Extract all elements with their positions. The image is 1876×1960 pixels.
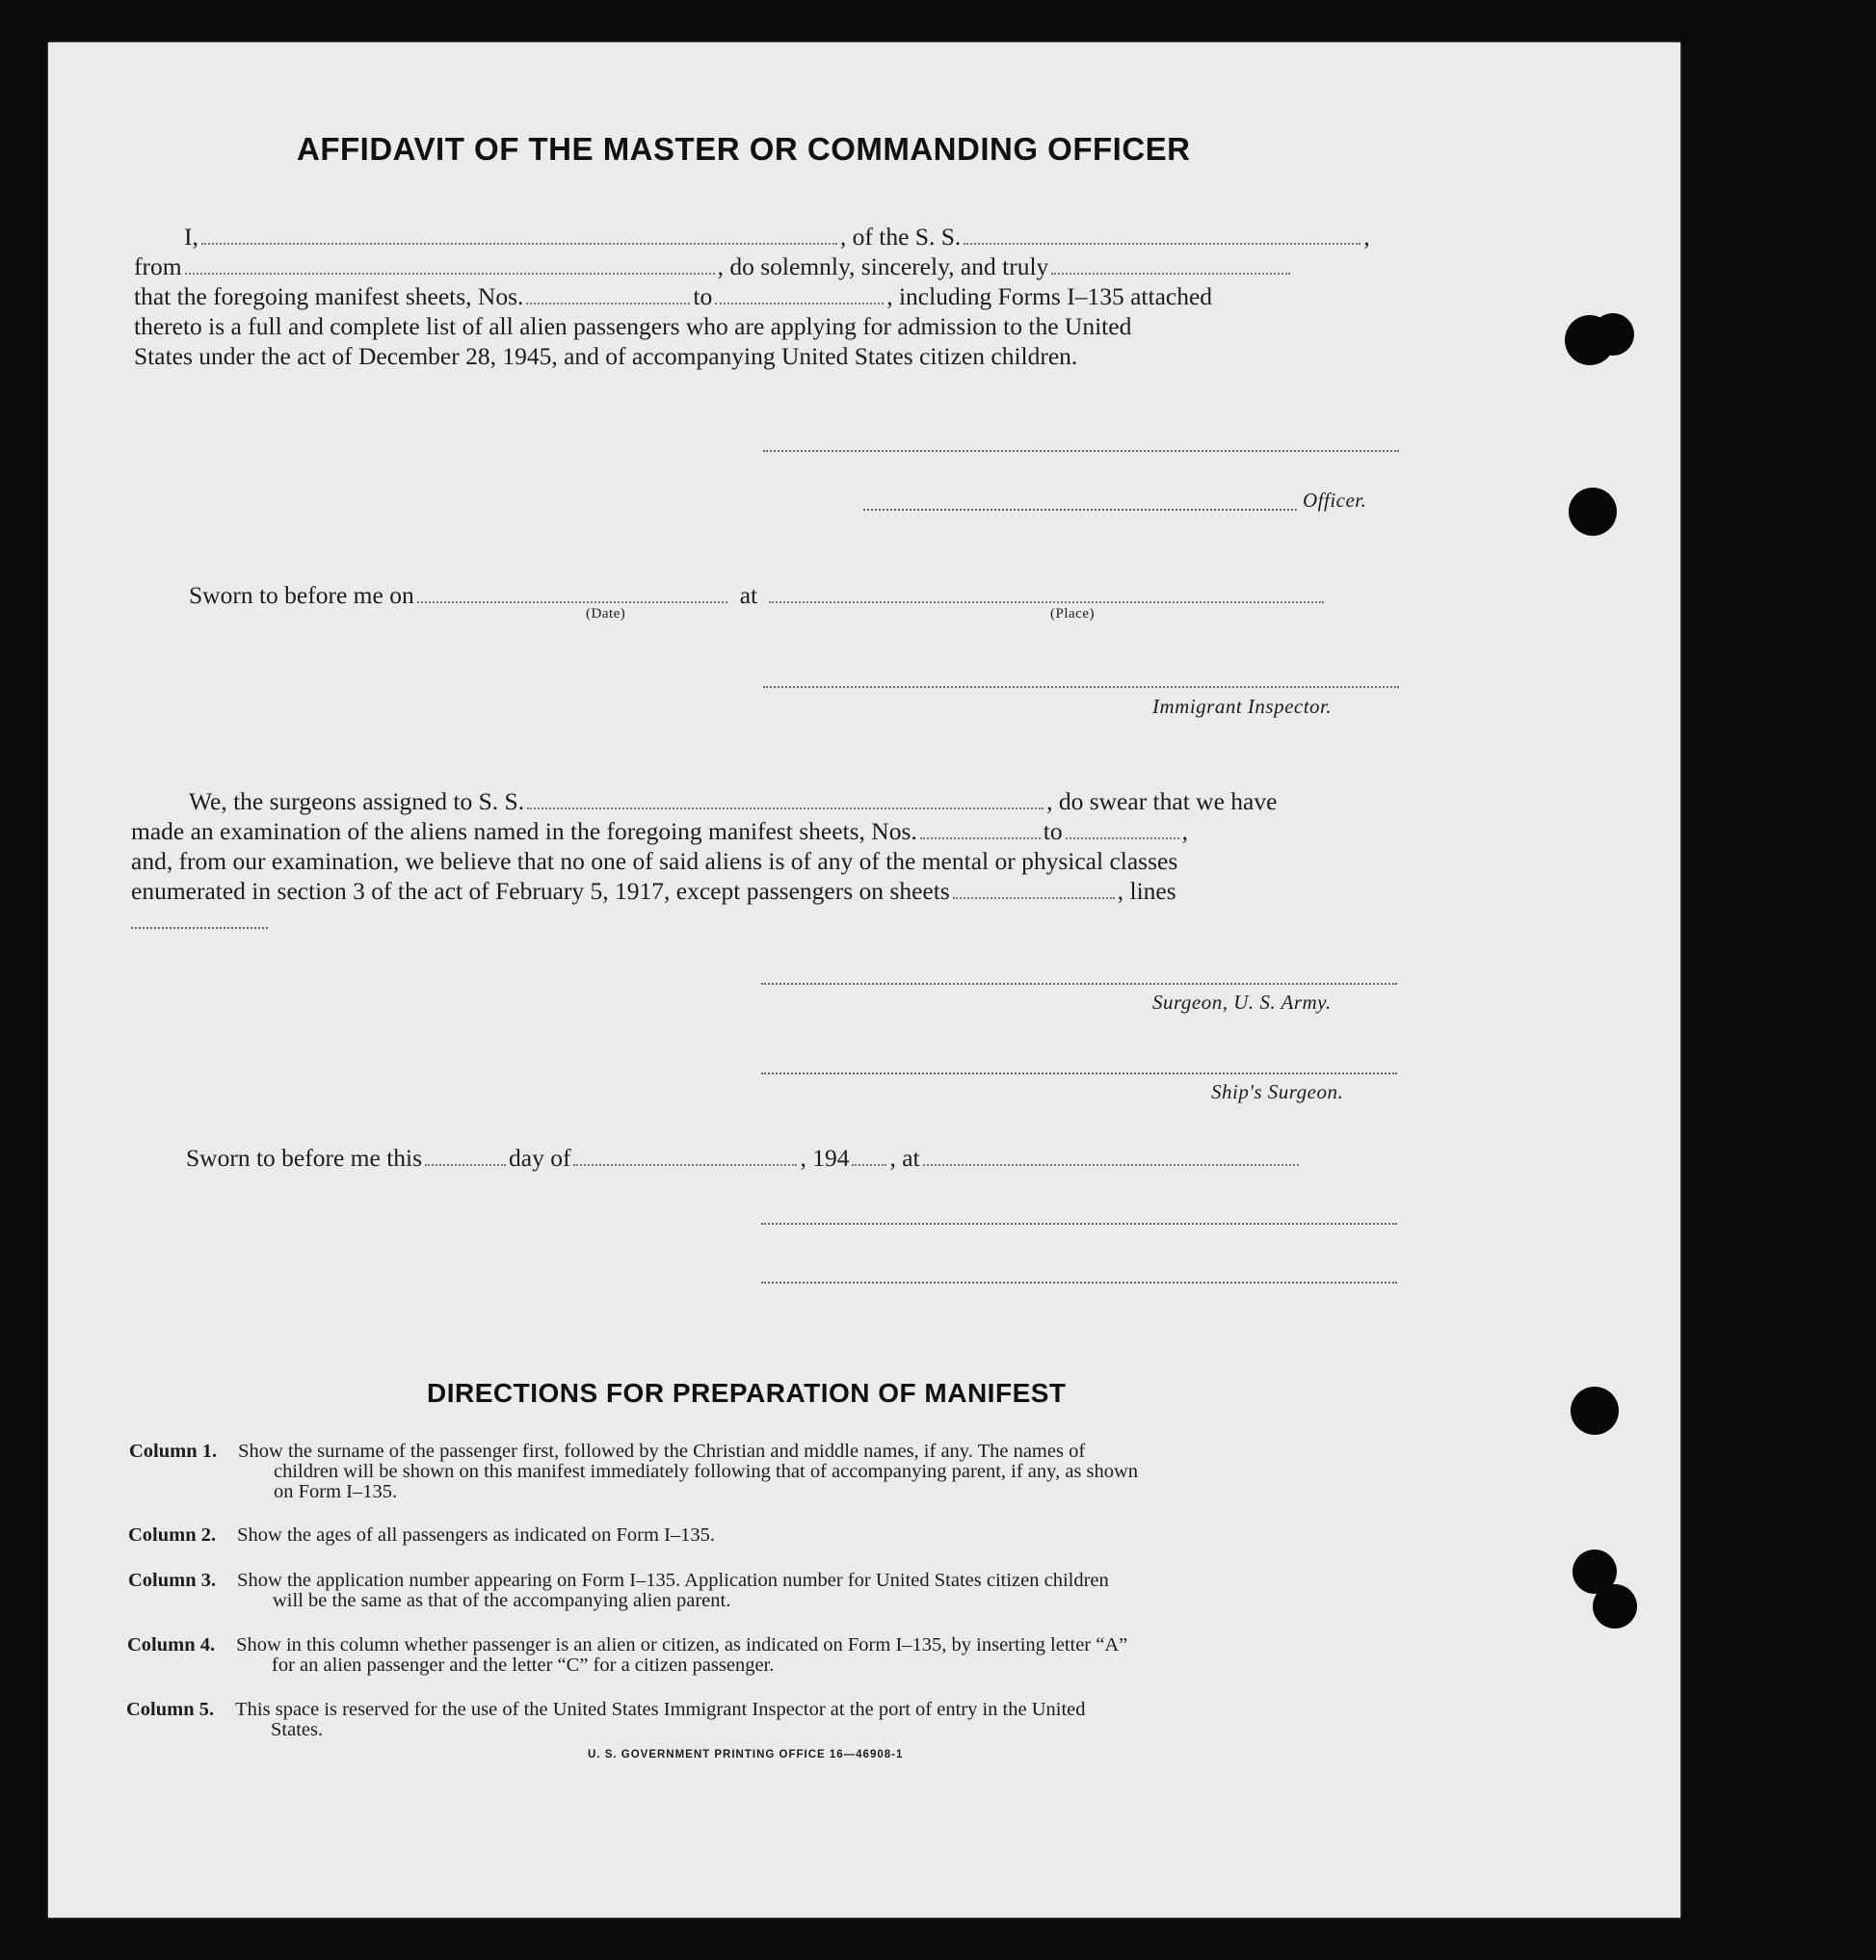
master-line-2 [134, 252, 1293, 281]
punch-hole-icon [1592, 313, 1634, 356]
surgeons-text-swear: , do swear that we have [1046, 787, 1278, 815]
master-line-1 [184, 222, 1370, 252]
sworn2-line [186, 1143, 1302, 1173]
sworn2-signature-line-2[interactable] [761, 1282, 1397, 1284]
inspector-label: Immigrant Inspector. [1152, 695, 1333, 718]
army-surgeon-signature-line[interactable] [761, 983, 1397, 985]
officer-signature-line-1[interactable] [763, 450, 1399, 452]
surgeons-lines-blank[interactable] [131, 927, 268, 929]
direction-line: will be the same as that of the accompanying alien parent. [273, 1590, 731, 1611]
direction-item-5 [126, 1700, 1086, 1740]
sworn2-day-of: day of [509, 1144, 571, 1172]
sworn1-place-blank[interactable] [769, 601, 1324, 603]
inspector-signature-line[interactable] [763, 686, 1399, 688]
master-line-5: States under the act of December 28, 1945, and of accompanying United States citizen children. [134, 342, 1078, 370]
printing-office-footer: U. S. GOVERNMENT PRINTING OFFICE 16—46908-1 [588, 1749, 904, 1761]
sworn2-signature-line-1[interactable] [761, 1223, 1397, 1225]
direction-line: Show the surname of the passenger first, followed by the Christian and middle names, if any. The names of [238, 1441, 1086, 1462]
sworn1-line [189, 580, 1327, 610]
sworn2-prefix: Sworn to before me this [186, 1144, 423, 1172]
master-name-blank[interactable] [201, 243, 837, 245]
master-sheet-from-blank[interactable] [526, 303, 690, 305]
sworn2-place-blank[interactable] [923, 1164, 1299, 1166]
sworn2-at: , at [889, 1144, 920, 1172]
master-line-3 [134, 281, 1212, 311]
direction-column-label: Column 4. [127, 1634, 216, 1655]
surgeons-line-4 [131, 876, 1176, 906]
master-text-solemnly: , do solemnly, sincerely, and truly [717, 252, 1049, 280]
sworn2-year-blank[interactable] [852, 1164, 886, 1166]
direction-line: States. [271, 1719, 324, 1740]
master-from-blank[interactable] [185, 273, 715, 275]
sworn1-prefix: Sworn to before me on [189, 581, 414, 609]
master-text-forms: , including Forms I–135 attached [886, 282, 1213, 310]
direction-item-3 [128, 1571, 1109, 1611]
direction-line: for an alien passenger and the letter “C” for a citizen passenger. [272, 1655, 775, 1676]
punch-hole-icon [1571, 1387, 1619, 1435]
affidavit-title: AFFIDAVIT OF THE MASTER OR COMMANDING OFFICER [297, 131, 1191, 167]
sworn1-date-label: (Date) [586, 606, 626, 622]
punch-hole-icon [1593, 1584, 1637, 1629]
punch-hole-icon [1569, 488, 1617, 536]
surgeons-text-to: to [1043, 817, 1063, 845]
direction-item-2 [128, 1525, 715, 1546]
surgeons-sheet-to-blank[interactable] [1066, 837, 1179, 839]
directions-title: DIRECTIONS FOR PREPARATION OF MANIFEST [427, 1378, 1067, 1408]
sworn1-date-blank[interactable] [417, 601, 727, 603]
ship-surgeon-label: Ship's Surgeon. [1211, 1080, 1344, 1103]
master-text-comma: , [1363, 223, 1370, 251]
surgeons-text-assigned: We, the surgeons assigned to S. S. [189, 787, 525, 815]
direction-line: Show the application number appearing on Form I–135. Application number for United States citizen children [237, 1570, 1109, 1591]
direction-line: children will be shown on this manifest immediately following that of accompanying parent, if any, as shown [274, 1461, 1139, 1482]
direction-column-label: Column 2. [128, 1524, 217, 1546]
direction-line: This space is reserved for the use of the United States Immigrant Inspector at the port of entry in the United [235, 1699, 1086, 1720]
direction-line: Show in this column whether passenger is an alien or citizen, as indicated on Form I–135, by inserting letter “A” [236, 1634, 1128, 1655]
army-surgeon-label: Surgeon, U. S. Army. [1152, 991, 1332, 1014]
ship-surgeon-signature-line[interactable] [761, 1073, 1397, 1074]
master-text-from: from [134, 252, 182, 280]
surgeons-line-2 [131, 816, 1188, 846]
master-sheet-to-blank[interactable] [715, 303, 884, 305]
sworn2-year: , 194 [800, 1144, 850, 1172]
surgeons-text-enumerated: enumerated in section 3 of the act of February 5, 1917, except passengers on sheets [131, 877, 950, 905]
surgeons-text-lines: , lines [1117, 877, 1176, 905]
master-text-of-ss: , of the S. S. [839, 223, 962, 251]
surgeons-line-1 [189, 786, 1277, 816]
master-text-sheets: that the foregoing manifest sheets, Nos. [134, 282, 524, 310]
master-text-i: I, [184, 223, 198, 251]
surgeons-ship-blank[interactable] [527, 808, 1044, 809]
master-text-to: to [693, 282, 713, 310]
surgeons-sheets-blank[interactable] [953, 897, 1115, 899]
document-page [48, 42, 1680, 1918]
sworn1-at: at [739, 581, 758, 609]
officer-signature-line-2[interactable] [863, 509, 1297, 511]
officer-label: Officer. [1303, 489, 1367, 512]
surgeons-text-comma: , [1181, 817, 1188, 845]
sworn2-day-blank[interactable] [425, 1164, 506, 1166]
direction-line: on Form I–135. [274, 1481, 398, 1502]
direction-line: Show the ages of all passengers as indicated on Form I–135. [237, 1524, 716, 1546]
sworn1-place-label: (Place) [1050, 606, 1095, 622]
direction-column-label: Column 1. [129, 1441, 218, 1462]
direction-column-label: Column 5. [126, 1699, 215, 1720]
surgeons-sheet-from-blank[interactable] [920, 837, 1041, 839]
direction-item-4 [127, 1635, 1127, 1676]
sworn2-month-blank[interactable] [573, 1164, 797, 1166]
master-ship-blank[interactable] [964, 243, 1361, 245]
master-swear-blank[interactable] [1051, 273, 1290, 275]
surgeons-line-3: and, from our examination, we believe that no one of said aliens is of any of the mental or physical classes [131, 847, 1178, 875]
direction-item-1 [129, 1442, 1138, 1502]
master-line-4: thereto is a full and complete list of all alien passengers who are applying for admission to the United [134, 312, 1132, 340]
surgeons-text-examination: made an examination of the aliens named in the foregoing manifest sheets, Nos. [131, 817, 917, 845]
direction-column-label: Column 3. [128, 1570, 217, 1591]
